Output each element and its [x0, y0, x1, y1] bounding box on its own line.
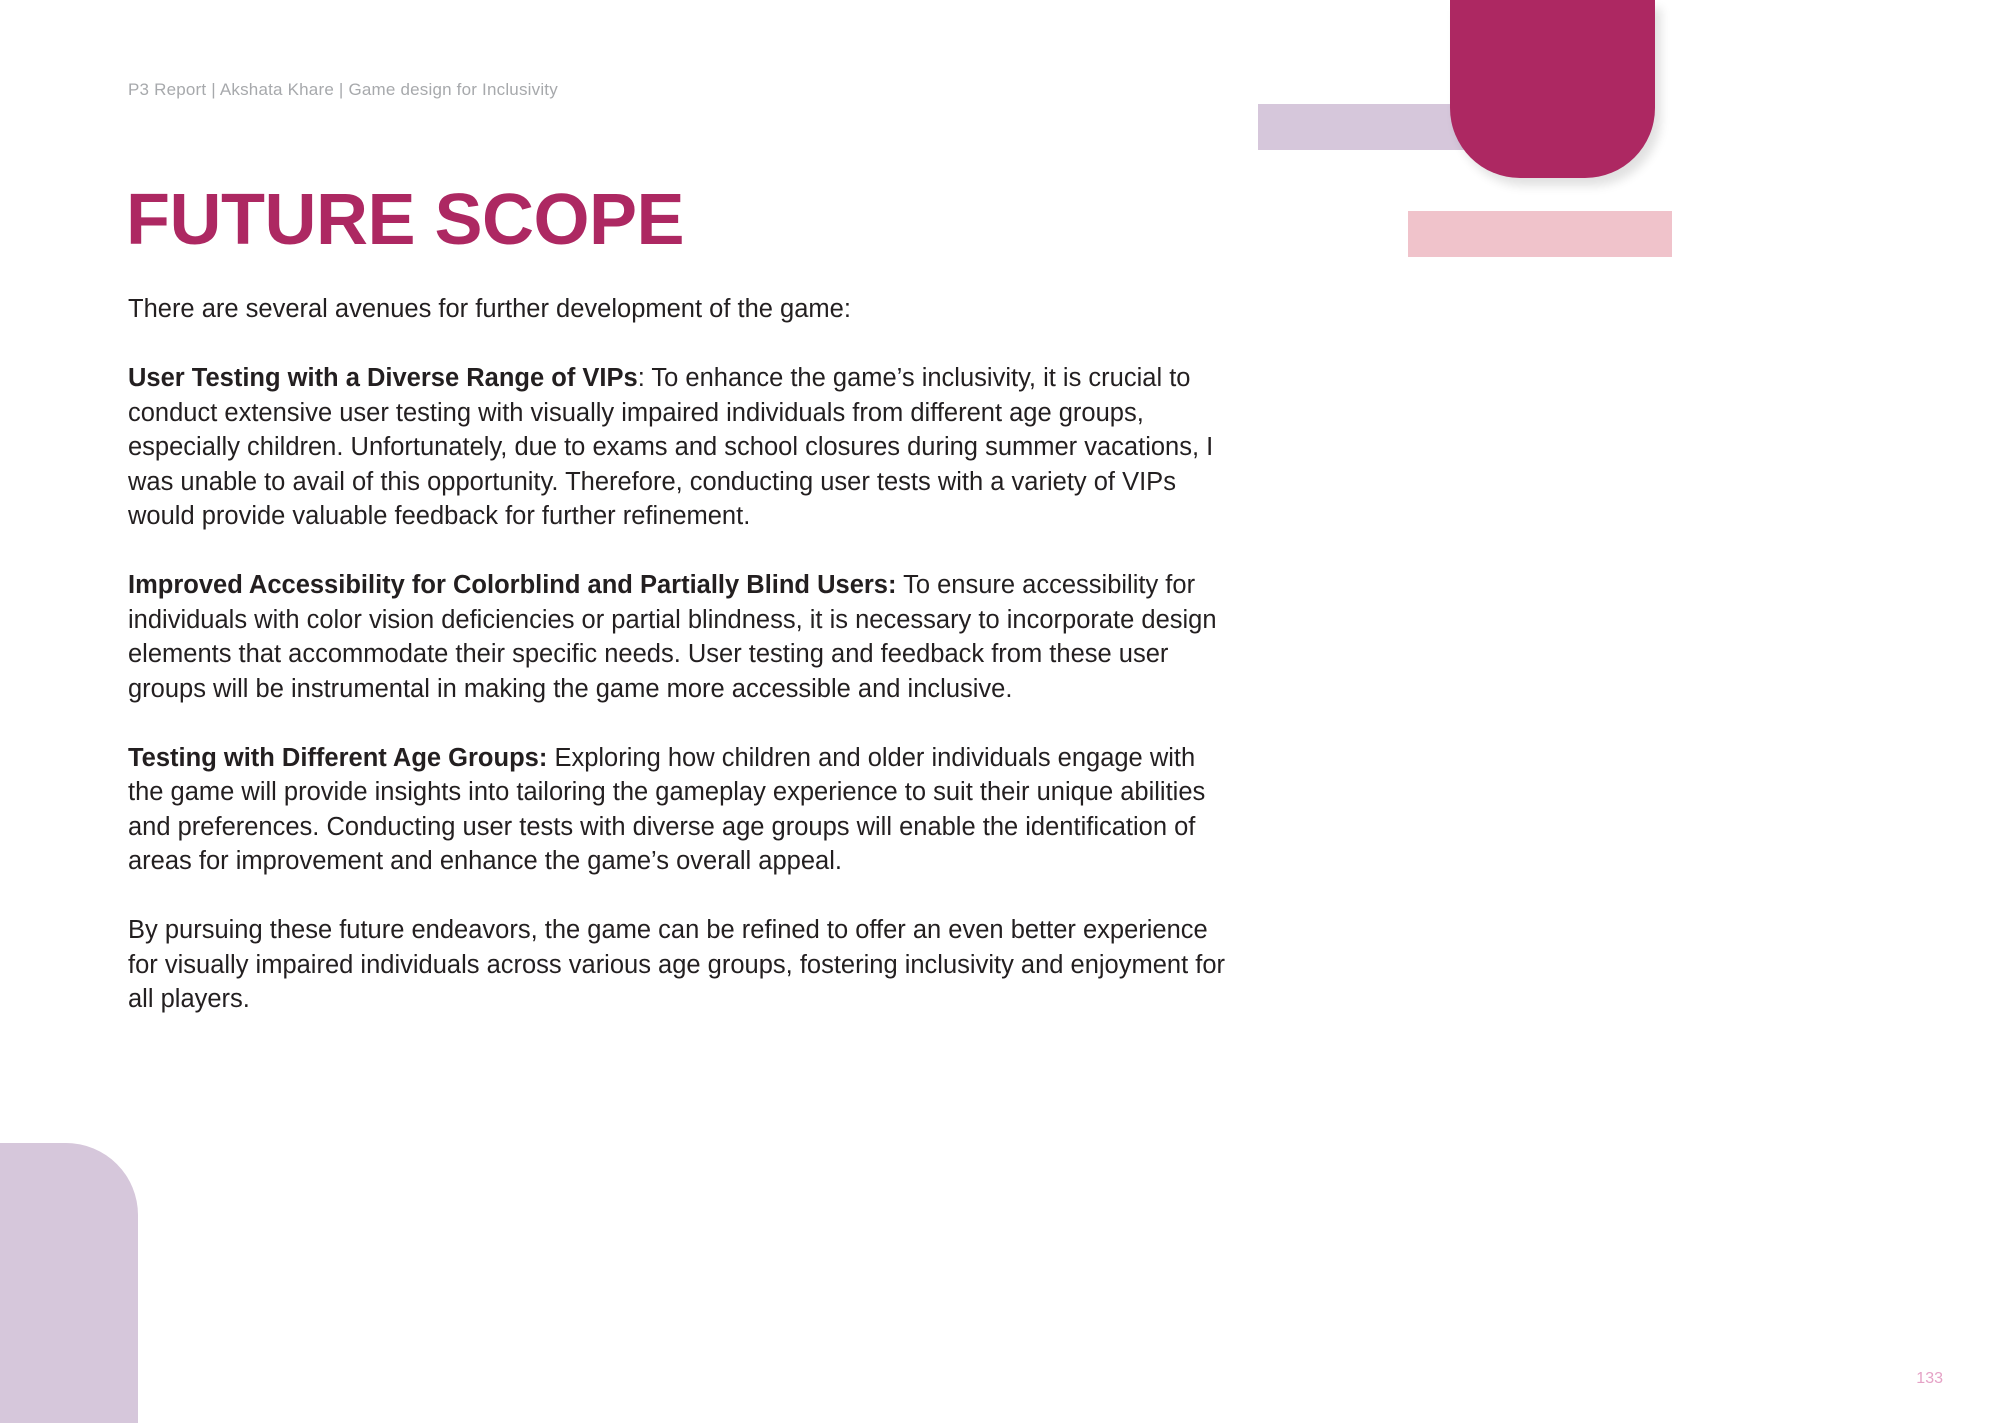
section-text: Exploring how children and older individuals engage with the game will provide insights into tailoring the gameplay experience to suit their unique abilities and preferences. Conducting user tests with diverse age groups will enable the identification of areas for improvement and enhance the game’s overall appeal. [128, 743, 1206, 875]
section-user-testing [128, 361, 1228, 534]
section-age-groups [128, 741, 1228, 879]
section-heading: Improved Accessibility for Colorblind and Partially Blind Users: [128, 571, 897, 599]
pink-decorative-bar [1408, 211, 1672, 257]
page-title: FUTURE SCOPE [126, 180, 685, 260]
section-heading: Testing with Different Age Groups: [128, 743, 548, 772]
intro-paragraph: There are several avenues for further development of the game: [128, 295, 851, 323]
section-heading: User Testing with a Diverse Range of VIPs [128, 364, 638, 392]
section-text: To ensure accessibility for individuals with color vision deficiencies or partial blindness, it is necessary to incorporate design elements that accommodate their specific needs. User testing and feedback from these user groups will be instrumental in making the game more accessible and inclusive. [128, 571, 1217, 703]
lilac-decorative-corner [0, 1143, 138, 1423]
section-separator: : [637, 364, 652, 392]
body-text [128, 292, 1228, 1051]
section-accessibility [128, 568, 1228, 706]
section-text: To enhance the game’s inclusivity, it is crucial to conduct extensive user testing with visually impaired individuals from different age groups, especially children. Unfortunately, due to exams and school closures during summer vacations, I was unable to avail of this opportunity. Therefore, conducting user tests with a variety of VIPs would provide valuable feedback for further refinement. [128, 364, 1214, 530]
page-number: 133 [1916, 1370, 1943, 1387]
running-header: P3 Report | Akshata Khare | Game design for Inclusivity [128, 80, 558, 99]
conclusion-paragraph: By pursuing these future endeavors, the game can be refined to offer an even better experience for visually impaired individuals across various age groups, fostering inclusivity and enjoyment for all players. [128, 916, 1226, 1013]
magenta-decorative-tab [1450, 0, 1655, 178]
